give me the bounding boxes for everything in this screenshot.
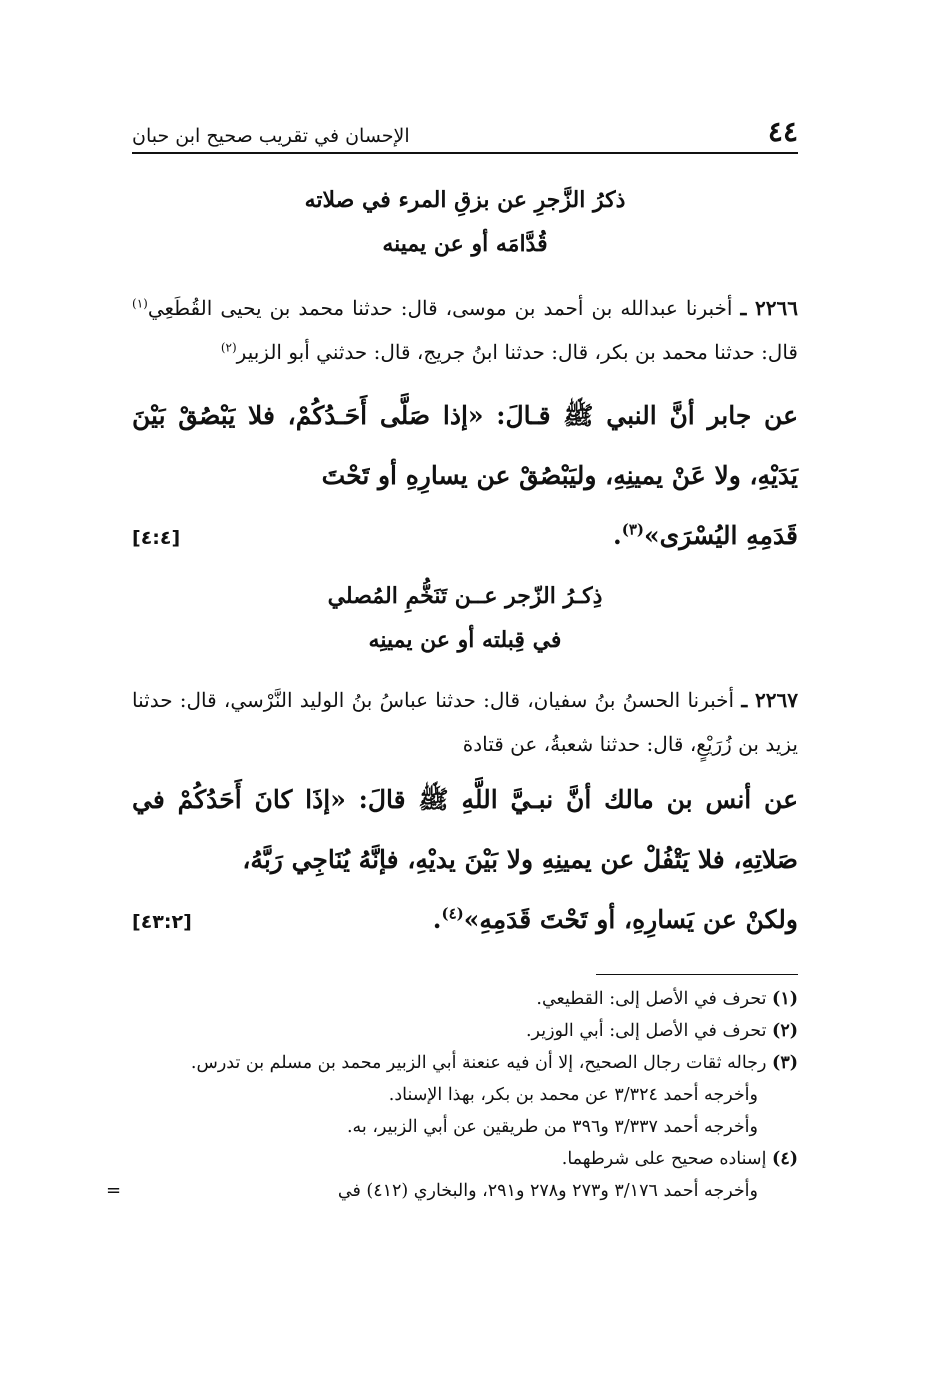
footnote-continuation: وأخرجه أحمد ٣/٣٣٧ و٣٩٦ من طريقين عن أبي الزبير، به.: [346, 1117, 758, 1137]
hadith-matn: عن جابر أنَّ النبي ﷺ قـالَ: «إذا صَلَّى أَحَـدُكُمْ، فلا يَبْصُقْ بَيْنَ يَدَيْهِ، ولا عَنْ يمينِهِ، وليَبْصُقْ عن يسارِهِ أو تَحْتَ: [132, 401, 798, 490]
footnote-marker: (٣): [772, 1053, 798, 1073]
footnote-text: تحرف في الأصل إلى: القطيعي.: [536, 989, 767, 1009]
footnote-ref: (١): [132, 296, 148, 311]
hadith-reference: [٤٣:٢]: [132, 911, 192, 933]
isnad-text: أخبرنا عبدالله بن أحمد بن موسى، قال: حدثنا محمد بن يحيى القُطَعِي: [147, 296, 733, 320]
footnote-text: وأخرجه أحمد ٣/١٧٦ و٢٧٣ و٢٧٨ و٢٩١، والبخاري (٤١٢) في: [337, 1181, 758, 1201]
page-number: ٤٤: [767, 115, 798, 148]
isnad-text: أخبرنا الحسنُ بنُ سفيان، قال: حدثنا عباسُ بنُ الوليد النَّرْسي، قال: حدثنا يزيد بن زُرَيْعٍ، قال: حدثنا شعبةُ، عن قتادة: [132, 688, 798, 756]
punctuation: .: [613, 521, 622, 550]
continuation-marker: =: [106, 1180, 122, 1201]
hadith-number: ٢٢٦٦ ـ: [740, 296, 799, 320]
matn-end-text: ولكنْ عن يَسارِهِ، أو تَحْتَ قَدَمِهِ»: [463, 905, 798, 934]
hadith-number: ٢٢٦٧ ـ: [741, 688, 799, 712]
section-heading: [132, 574, 798, 662]
footnote-marker: (٢): [772, 1021, 798, 1041]
footnote-ref: (٤): [441, 904, 464, 923]
hadith-isnad: [132, 678, 798, 766]
footnote-ref: (٣): [621, 520, 645, 539]
hadith-reference: [٤:٤]: [132, 527, 181, 549]
footnote: [132, 1015, 798, 1047]
document-page: [106, 108, 799, 1207]
page-header: [132, 108, 798, 154]
footnote-text: تحرف في الأصل إلى: أبي الوزير.: [525, 1021, 767, 1041]
footnote-text: إسناده صحيح على شرطهما.: [561, 1149, 767, 1169]
matn-end: [613, 506, 798, 566]
isnad-text: قال: حدثنا محمد بن بكر، قال: حدثنا ابنُ جريج، قال: حدثني أبو الزبير: [236, 340, 798, 364]
footnote-continuation: وأخرجه أحمد ٣/٣٢٤ عن محمد بن بكر، بهذا الإسناد.: [388, 1085, 758, 1105]
footnote: [132, 983, 798, 1015]
hadith-matn: عن أنس بن مالك أنَّ نبـيَّ اللَّهِ ﷺ قالَ: «إذَا كانَ أَحَدُكُمْ في صَلاتِهِ، فلا يَتْفُلْ عن يمينِهِ ولا بَيْنَ يديْهِ، فإنَّهُ يُنَاجِي رَبَّهُ،: [132, 785, 798, 874]
footnote-divider: [596, 974, 798, 975]
footnote: [132, 1047, 798, 1079]
footnote-marker: (٤): [772, 1149, 798, 1169]
running-title: الإحسان في تقريب صحيح ابن حبان: [132, 125, 410, 147]
heading-line: ذِكـرُ الزّجر عــن تَنَخُّمِ المُصلي: [327, 583, 603, 609]
punctuation: .: [432, 905, 442, 934]
section-heading: [132, 178, 798, 266]
footnote-continuation: [106, 1175, 798, 1207]
heading-line: في قِبلته أو عن يمينِه: [368, 627, 562, 653]
heading-line: ذكرُ الزَّجرِ عن بزقِ المرء في صلاته: [304, 187, 626, 213]
footnote-text: رجاله ثقات رجال الصحيح، إلا أن فيه عنعنة أبي الزبير محمد بن مسلم بن تدرس.: [190, 1053, 767, 1073]
matn-end: [433, 890, 798, 950]
hadith-matn-last-line: [132, 506, 798, 568]
footnote: [132, 1143, 798, 1175]
heading-line: قُدَّامَه أو عن يمينه: [382, 231, 548, 257]
hadith-isnad: [132, 286, 798, 374]
matn-end-text: قَدَمِهِ اليُسْرَى»: [644, 521, 798, 550]
footnote-ref: (٢): [220, 340, 237, 355]
footnote-marker: (١): [772, 989, 798, 1009]
hadith-matn-last-line: [132, 890, 798, 952]
